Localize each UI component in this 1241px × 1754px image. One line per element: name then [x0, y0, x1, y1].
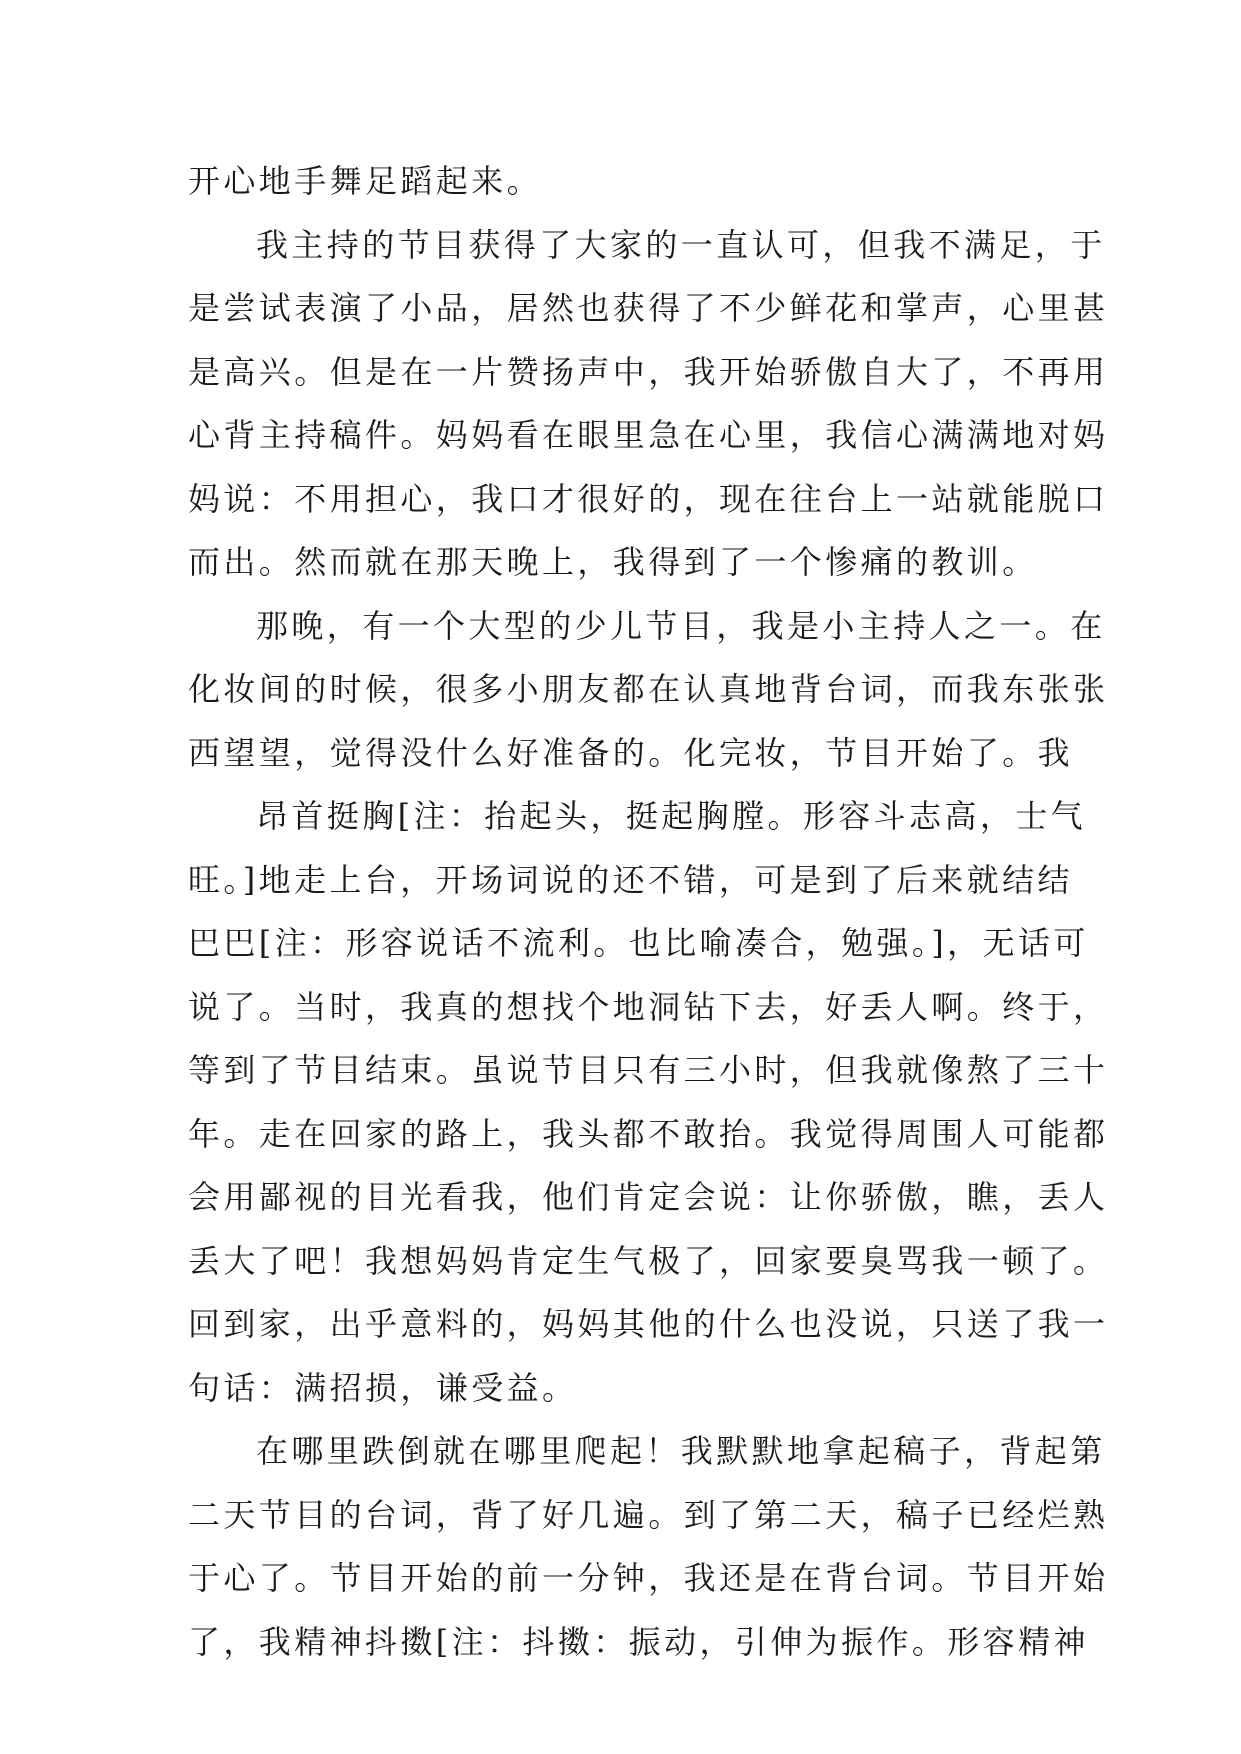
body-text [188, 150, 1109, 1674]
paragraph-start-line: 那晚，有一个大型的少儿节目，我是小主持人之一。在 [256, 606, 1106, 645]
text-line: 说了。当时，我真的想找个地洞钻下去，好丢人啊。终于， [188, 987, 1109, 1026]
text-line: 化妆间的时候，很多小朋友都在认真地背台词，而我东张张 [188, 670, 1109, 708]
text-line: 句话：满招损，谦受益。 [188, 1368, 578, 1407]
text-line: 妈说：不用担心，我口才很好的，现在往台上一站就能脱口 [188, 479, 1109, 518]
text-line: 西望望，觉得没什么好准备的。化完妆，节目开始了。我 [188, 733, 1074, 772]
text-line: 是高兴。但是在一片赞扬声中，我开始骄傲自大了，不再用 [188, 352, 1109, 391]
paragraph-start-line: 在哪里跌倒就在哪里爬起！我默默地拿起稿子，背起第 [256, 1432, 1106, 1470]
text-line: 开心地手舞足蹈起来。 [188, 162, 543, 200]
text-line: 旺。]地走上台，开场词说的还不错，可是到了后来就结结 [188, 860, 1073, 899]
text-line: 而出。然而就在那天晚上，我得到了一个惨痛的教训。 [188, 543, 1038, 581]
text-line: 于心了。节目开始的前一分钟，我还是在背台词。节目开始 [188, 1559, 1109, 1597]
text-line: 回到家，出乎意料的，妈妈其他的什么也没说，只送了我一 [188, 1305, 1109, 1343]
paragraph-start-line: 我主持的节目获得了大家的一直认可，但我不满足，于 [256, 225, 1106, 264]
paragraph-start-line: 昂首挺胸[注：抬起头，挺起胸膛。形容斗志高，士气 [256, 797, 1087, 835]
text-line: 了，我精神抖擞[注：抖擞：振动，引伸为振作。形容精神 [188, 1622, 1089, 1661]
text-line: 二天节目的台词，背了好几遍。到了第二天，稿子已经烂熟 [188, 1495, 1109, 1534]
text-line: 是尝试表演了小品，居然也获得了不少鲜花和掌声，心里甚 [188, 289, 1109, 327]
text-line: 会用鄙视的目光看我，他们肯定会说：让你骄傲，瞧，丢人 [188, 1178, 1109, 1216]
text-line: 等到了节目结束。虽说节目只有三小时，但我就像熬了三十 [188, 1051, 1109, 1089]
text-line: 年。走在回家的路上，我头都不敢抬。我觉得周围人可能都 [188, 1114, 1109, 1153]
text-line: 心背主持稿件。妈妈看在眼里急在心里，我信心满满地对妈 [188, 416, 1109, 454]
text-line: 巴巴[注：形容说话不流利。也比喻凑合，勉强。]，无话可 [188, 924, 1089, 962]
text-line: 丢大了吧！我想妈妈肯定生气极了，回家要臭骂我一顿了。 [188, 1241, 1109, 1280]
